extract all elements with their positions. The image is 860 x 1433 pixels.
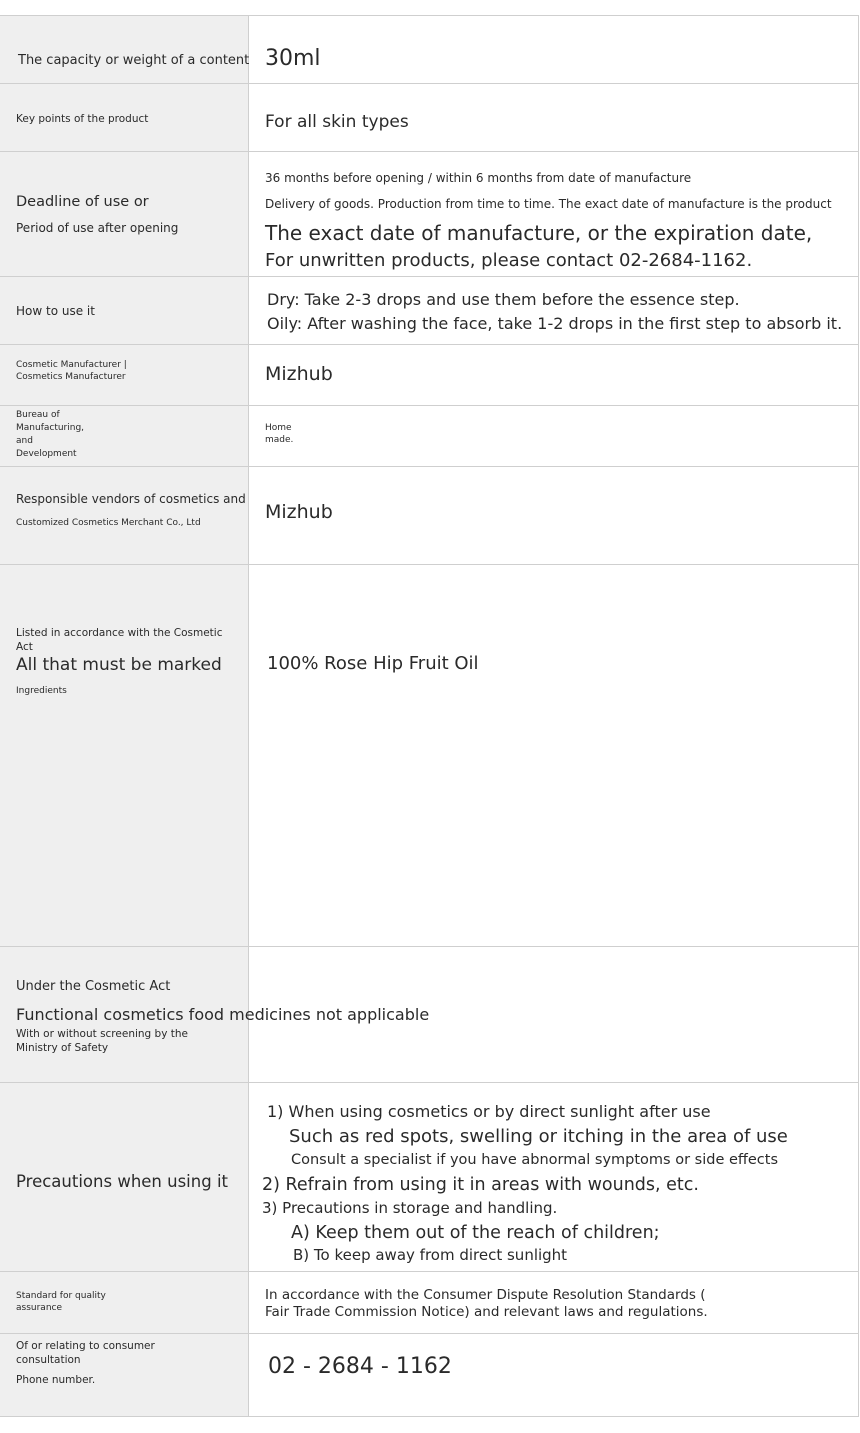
- functional-label-line3: With or without screening by the: [16, 1028, 188, 1040]
- vendors-value: Mizhub: [265, 501, 333, 523]
- precautions-line6: A) Keep them out of the reach of children;: [291, 1223, 660, 1243]
- label-cell: [0, 277, 249, 344]
- vendors-label-line2: Customized Cosmetics Merchant Co., Ltd: [16, 518, 201, 528]
- row-vendors: [0, 467, 859, 565]
- label-cell: [0, 565, 249, 946]
- label-cell: [0, 1272, 249, 1333]
- row-capacity: [0, 16, 859, 84]
- label-cell: [0, 16, 249, 83]
- bureau-label-line2: Manufacturing,: [16, 423, 85, 433]
- row-bureau: [0, 406, 859, 467]
- bureau-label-line4: Development: [16, 449, 77, 459]
- manufacturer-label-line1: Cosmetic Manufacturer |: [16, 360, 127, 370]
- ingredients-label-line2: Act: [16, 641, 33, 653]
- consultation-phone: 02 - 2684 - 1162: [268, 1354, 452, 1379]
- deadline-label-line2: Period of use after opening: [16, 221, 179, 235]
- ingredients-label-line3: All that must be marked: [16, 655, 222, 675]
- precautions-line3: Consult a specialist if you have abnormal symptoms or side effects: [291, 1152, 779, 1168]
- deadline-line3: The exact date of manufacture, or the expiration date,: [265, 221, 813, 245]
- value-cell: [250, 1272, 859, 1333]
- label-cell: [0, 1334, 249, 1416]
- how-to-use-label: How to use it: [16, 304, 95, 318]
- precautions-line2: Such as red spots, swelling or itching in the area of use: [289, 1126, 788, 1147]
- deadline-label-line1: Deadline of use or: [16, 194, 149, 210]
- value-cell: [250, 467, 859, 564]
- deadline-line2: Delivery of goods. Production from time to time. The exact date of manufacture is the product: [265, 197, 832, 211]
- functional-label-line2: Functional cosmetics food medicines not applicable: [16, 1005, 430, 1024]
- vendors-label-line1: Responsible vendors of cosmetics and: [16, 492, 246, 506]
- row-functional: [0, 947, 859, 1083]
- label-cell: [0, 152, 249, 276]
- row-key-points: [0, 84, 859, 152]
- deadline-line4: For unwritten products, please contact 02-2684-1162.: [265, 250, 753, 271]
- functional-label-line1: Under the Cosmetic Act: [16, 979, 171, 994]
- value-cell: [250, 345, 859, 405]
- bureau-value-line1: Home: [265, 423, 292, 433]
- ingredients-label-line1: Listed in accordance with the Cosmetic: [16, 627, 223, 639]
- consultation-label-line1: Of or relating to consumer: [16, 1340, 155, 1352]
- bureau-value-line2: made.: [265, 435, 294, 445]
- key-points-value: For all skin types: [265, 112, 409, 132]
- quality-line2: Fair Trade Commission Notice) and relevant laws and regulations.: [265, 1304, 708, 1320]
- capacity-label: The capacity or weight of a content: [18, 53, 250, 68]
- row-manufacturer: [0, 345, 859, 406]
- manufacturer-label-line2: Cosmetics Manufacturer: [16, 372, 126, 382]
- key-points-label: Key points of the product: [16, 113, 149, 125]
- ingredients-value: 100% Rose Hip Fruit Oil: [267, 653, 479, 674]
- value-cell: [250, 84, 859, 151]
- precautions-label: Precautions when using it: [16, 1172, 228, 1191]
- value-cell: [250, 565, 859, 946]
- value-cell: [250, 152, 859, 276]
- row-consultation: [0, 1334, 859, 1417]
- value-cell: [250, 1334, 859, 1416]
- label-cell: [0, 406, 249, 466]
- quality-line1: In accordance with the Consumer Dispute Resolution Standards (: [265, 1287, 706, 1303]
- how-to-use-line1: Dry: Take 2-3 drops and use them before the essence step.: [267, 290, 740, 309]
- bureau-label-line3: and: [16, 436, 33, 446]
- quality-label-line1: Standard for quality: [16, 1291, 106, 1301]
- label-cell: [0, 84, 249, 151]
- quality-label-line2: assurance: [16, 1303, 63, 1313]
- precautions-line1: 1) When using cosmetics or by direct sunlight after use: [267, 1102, 711, 1121]
- row-quality: [0, 1272, 859, 1334]
- ingredients-label-line4: Ingredients: [16, 686, 67, 696]
- product-info-table: [0, 15, 859, 1386]
- label-cell: [0, 467, 249, 564]
- row-how-to-use: [0, 277, 859, 345]
- precautions-line4: 2) Refrain from using it in areas with wounds, etc.: [262, 1175, 699, 1195]
- manufacturer-value: Mizhub: [265, 363, 333, 385]
- functional-label-line4: Ministry of Safety: [16, 1042, 109, 1054]
- value-cell: [250, 277, 859, 344]
- consultation-label-line3: Phone number.: [16, 1374, 96, 1386]
- value-cell: [250, 406, 859, 466]
- precautions-line5: 3) Precautions in storage and handling.: [262, 1199, 558, 1217]
- value-cell: [250, 1083, 859, 1271]
- precautions-line7: B) To keep away from direct sunlight: [293, 1246, 568, 1264]
- row-ingredients: [0, 565, 859, 947]
- bureau-label-line1: Bureau of: [16, 410, 60, 420]
- capacity-value: 30ml: [265, 46, 321, 71]
- how-to-use-line2: Oily: After washing the face, take 1-2 drops in the first step to absorb it.: [267, 314, 843, 333]
- row-deadline: [0, 152, 859, 277]
- consultation-label-line2: consultation: [16, 1354, 81, 1366]
- deadline-line1: 36 months before opening / within 6 months from date of manufacture: [265, 171, 692, 185]
- label-cell: [0, 345, 249, 405]
- label-cell: [0, 1083, 249, 1271]
- row-precautions: [0, 1083, 859, 1272]
- value-cell: [250, 16, 859, 83]
